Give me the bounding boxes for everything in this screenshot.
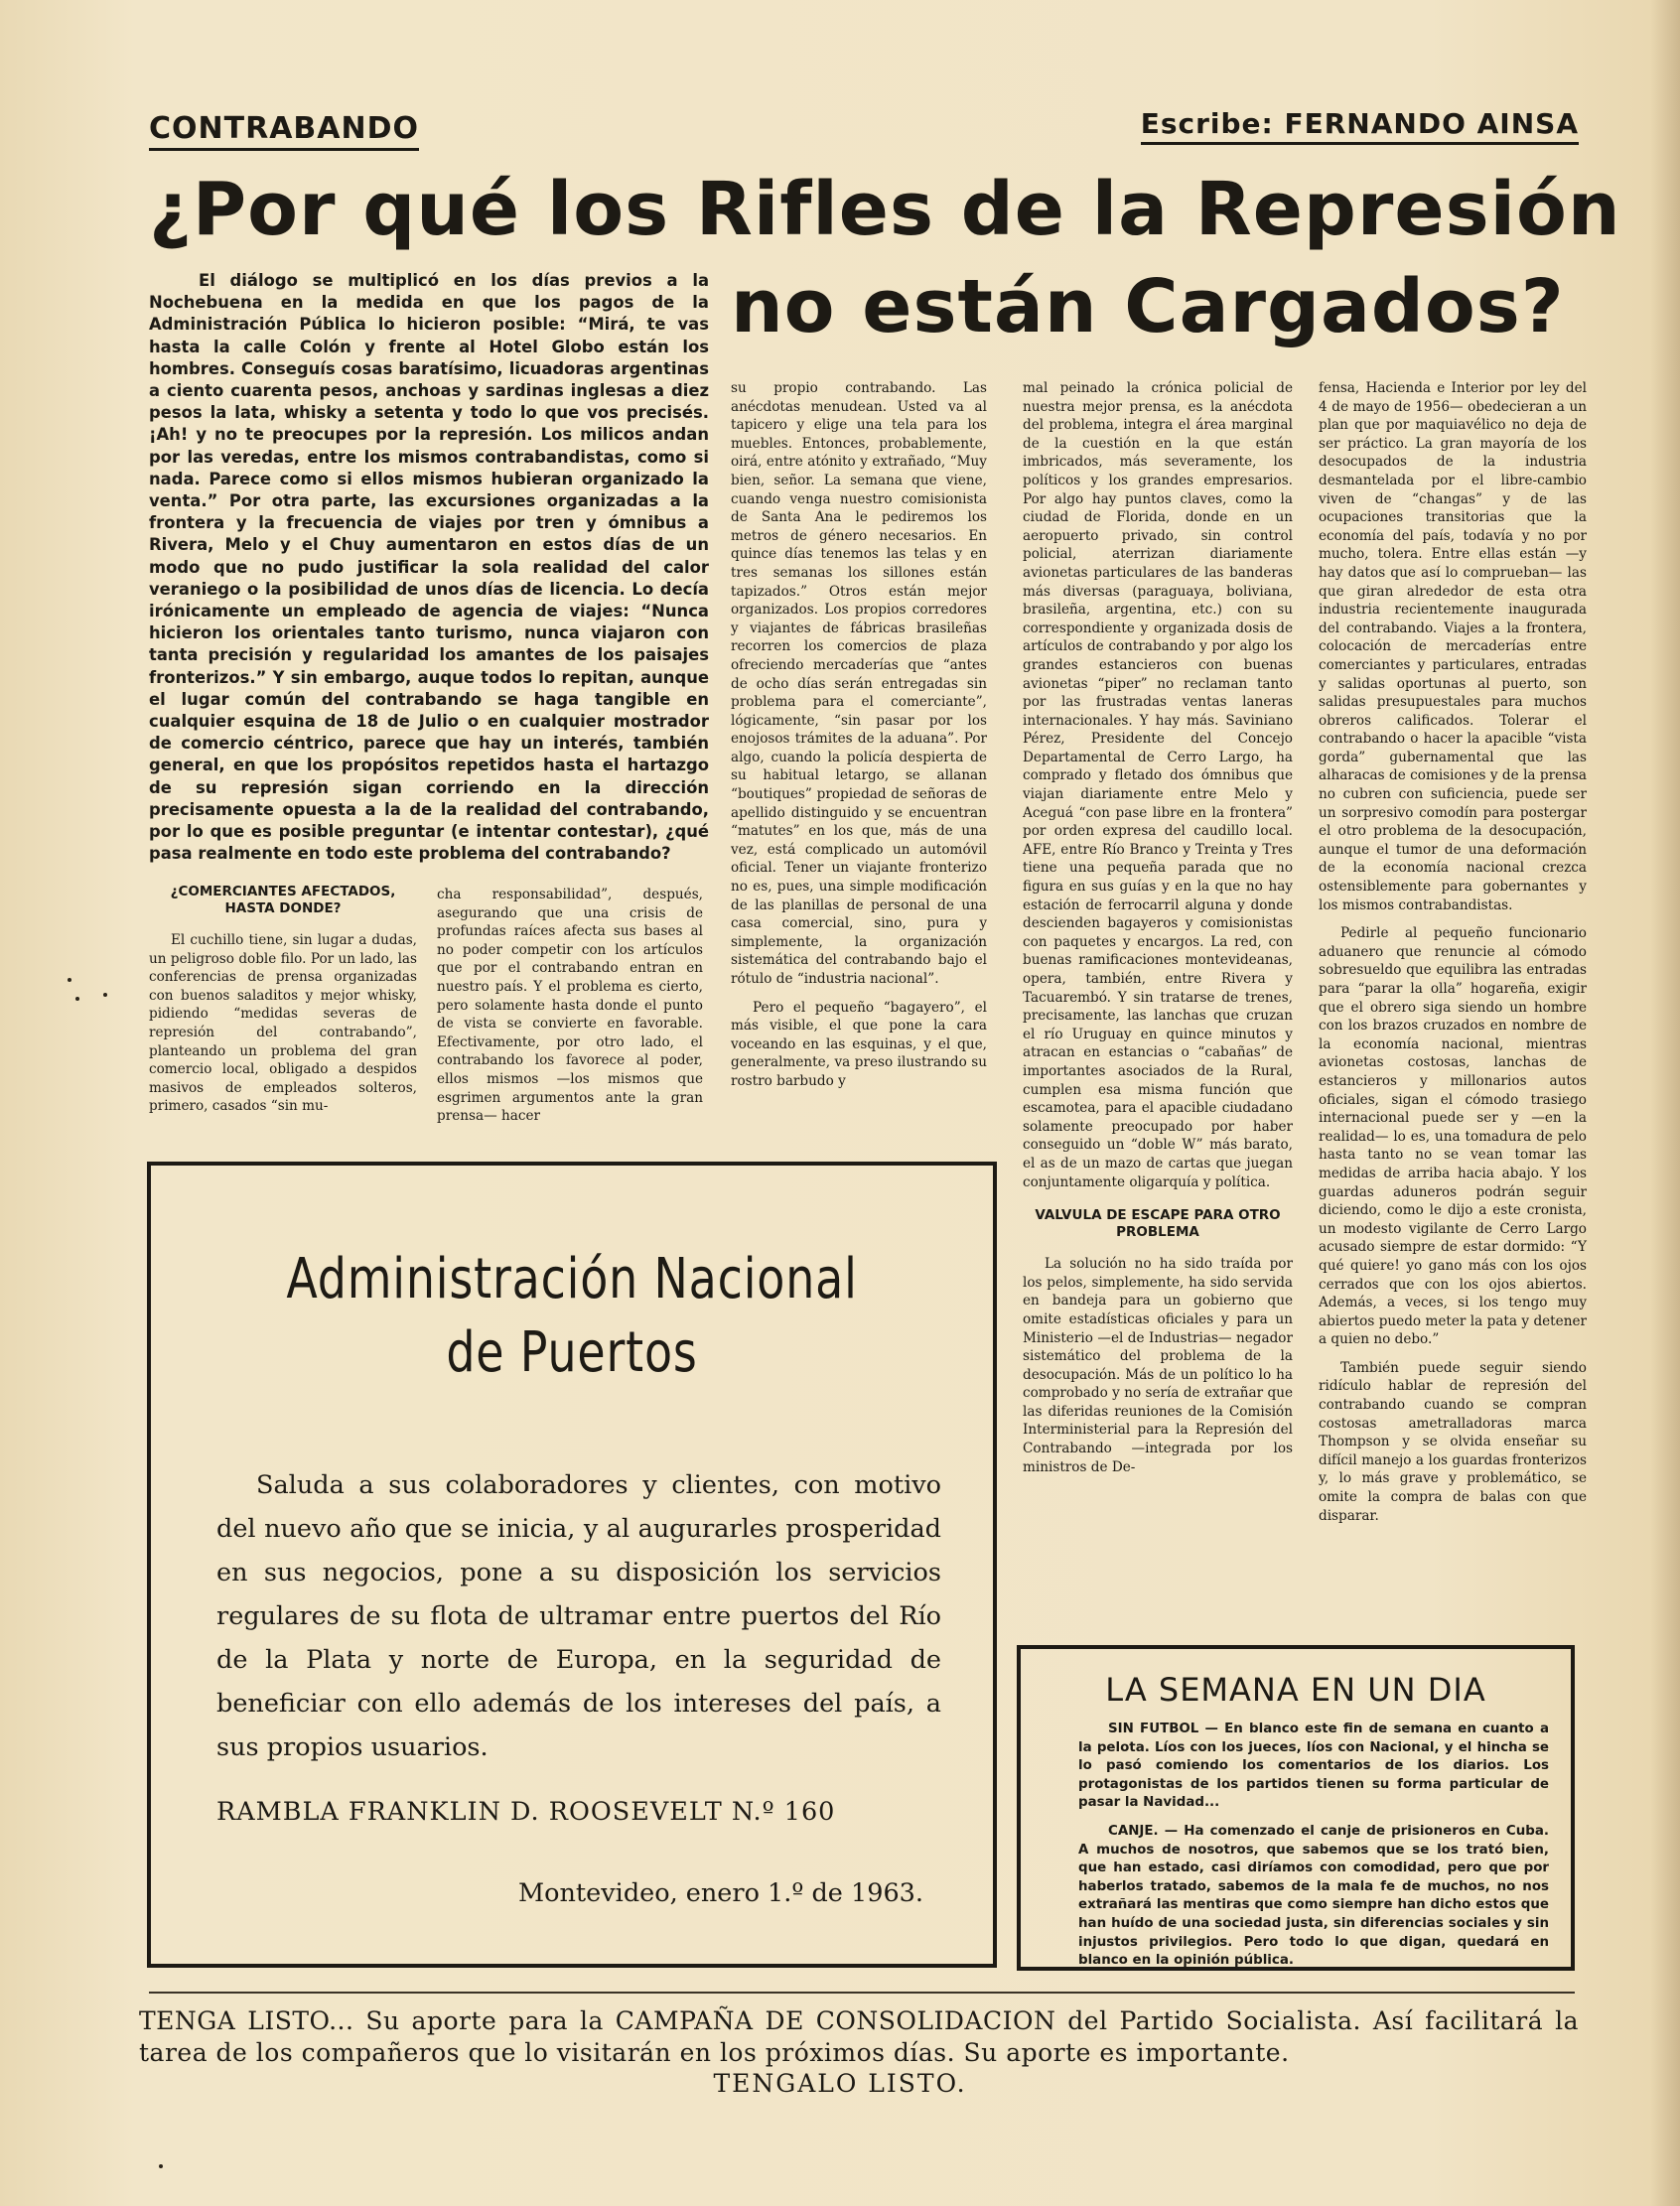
advertisement-box <box>147 1162 997 1968</box>
paragraph: su propio contrabando. Las anécdotas menudean. Usted va al tapicero y elige una tela para los muebles. Entonces, probablemente, oirá, entre atónito y extrañado, “Muy bien, señor. La semana que viene, cuando venga nuestro comisionista de Santa Ana le pediremos los metros de género necesarios. En quince días tenemos las telas y en tres semanas los sillones están tapizados.” Otros están mejor organizados. Los propios corredores y viajantes de fábricas brasileñas recorren los comercios de plaza ofreciendo mercaderías que “antes de ocho días serán entregadas sin problema para el comerciante”, lógicamente, “sin pasar por los enojosos trámites de la aduana”. Por algo, cuando la policía despierta de su habitual letargo, se allanan “boutiques” propiedad de señoras de apellido distinguido y se encuentran “matutes” en los que, más de una vez, está complicado un automóvil oficial. Tener un viajante fronterizo no es, pues, una simple modificación de las planillas de personal de una casa comercial, sino, pura y simplemente, la organización sistemática del contrabando bajo el rótulo de “industria nacional”. <box>731 380 987 987</box>
paragraph: También puede seguir siendo ridículo hablar de represión del contrabando cuando se compran costosas ametralladoras marca Thompson y se olvida enseñar su difícil manejo a los guardas fronterizos y, lo más grave y problemático, se omite la compra de balas con que disparar. <box>1319 1359 1587 1524</box>
semana-text <box>1078 1721 1549 1971</box>
ink-speck <box>68 978 71 982</box>
subhead-valvula: VALVULA DE ESCAPE PARA OTRO PROBLEMA <box>1035 1207 1281 1241</box>
paragraph: mal peinado la crónica policial de nuestra mejor prensa, es la anécdota del problema, integra el área marginal de la cuestión en la que están imbricados, más severamente, los políticos y los grandes empresarios. Por algo hay puntos claves, como la ciudad de Florida, donde en un aeropuerto privado, sin control policial, aterrizan diariamente avionetas particulares de las banderas más diversas (paraguaya, boliviana, brasileña, argentina, etc.) con su correspondiente y organizada dosis de artículos de contrabando y por algo los grandes estancieros con buenas avionetas “piper” no reclaman tanto por las frustradas ventas laneras internacionales. Y hay más. Saviniano Pérez, Presidente del Concejo Departamental de Cerro Largo, ha comprado y fletado dos ómnibus que viajan diariamente entre Melo y Aceguá “con pase libre en la frontera” por orden expresa del caudillo local. AFE, entre Río Branco y Treinta y Tres tiene una pequeña parada que no figura en sus guías y en la que no hay estación de ferrocarril alguna y donde descienden bagayeros y comisionistas con paquetes y encargos. La red, con buenas ramificaciones montevideanas, opera, también, entre Rivera y Tacuarembó. Y sin tratarse de trenes, precisamente, las lanchas que cruzan el río Uruguay en quince minutos y atracan en estancias o “cabañas” de importantes asociados de la Rural, cumplen esa misma función que escamotea, para el apacible ciudadano solamente preocupado por haber conseguido un “doble W” más barato, el as de un mazo de cartas que juegan conjuntamente oligarquía y política. <box>1023 380 1293 1190</box>
ad-title-line-2: de Puertos <box>446 1320 698 1385</box>
ad-date: Montevideo, enero 1.º de 1963. <box>518 1878 923 1908</box>
ad-address: RAMBLA FRANKLIN D. ROOSEVELT N.º 160 <box>216 1797 836 1827</box>
ad-body: Saluda a sus colaboradores y clientes, con motivo del nuevo año que se inicia, y al augurarles prosperidad en sus negocios, pone a su disposición los servicios regulares de su flota de ultramar entre puertos del Río de la Plata y norte de Europa, en la seguridad de beneficiar con ello además de los intereses del país, a sus propios usuarios. <box>216 1470 941 1762</box>
headline-line-1: ¿Por qué los Rifles de la Represión <box>149 167 1621 252</box>
ink-speck <box>75 997 79 1001</box>
ink-speck <box>103 993 107 997</box>
paragraph: El cuchillo tiene, sin lugar a dudas, un peligroso doble filo. Por un lado, las conferencias de prensa organizadas con buenos saladitos y mejor whisky, pidiendo “medidas severas de represión del contrabando”, planteando un problema del gran comercio local, obligado a despidos masivos de empleados solteros, primero, casados “sin mu- <box>149 932 417 1115</box>
semana-item: SIN FUTBOL — En blanco este fin de semana en cuanto a la pelota. Líos con los jueces, líos con Nacional, y el hincha se lo pasó comiendo los comentarios de los diarios. Los protagonistas de los partidos tienen su forma particular de pasar la Navidad... <box>1078 1722 1549 1811</box>
article-column-5 <box>1319 379 1587 1525</box>
footer-notice: TENGA LISTO... Su aporte para la CAMPAÑA DE CONSOLIDACION del Partido Socialista. Así facilitará la tarea de los compañeros que lo visitarán en los próximos días. Su aporte es importante. <box>139 2006 1579 2067</box>
ink-speck <box>159 2164 163 2168</box>
byline: Escribe: FERNANDO AINSA <box>1141 107 1579 145</box>
article-column-2 <box>437 886 703 1126</box>
headline-line-2: no están Cargados? <box>731 264 1565 349</box>
semana-box <box>1017 1645 1575 1971</box>
paragraph: fensa, Hacienda e Interior por ley del 4 de mayo de 1956— obedecieran a un plan que por maquiavélico no deja de ser práctico. La gran mayoría de los desocupados de la industria desmantelada por el libre-cambio viven de “changas” y de las ocupaciones transitorias que la economía del país, todavía y no por mucho, tolera. Entre ellas están —y hay datos que así lo comprueban— las que giran alrededor de esta otra industria recientemente inaugurada del contrabando. Viajes a la frontera, colocación de mercaderías entre comerciantes y particulares, entradas y salidas oportunas al puerto, son salidas presupuestales para muchos obreros calificados. Tolerar el contrabando o hacer la apacible “vista gorda” gubernamental que las alharacas de comisiones y de la prensa no cubren con suficiencia, puede ser un sorpresivo comodín para postergar el otro problema de la desocupación, aunque el tumor de una deformación de la economía nacional crezca ostensiblemente para gobernantes y los mismos contrabandistas. <box>1319 380 1587 913</box>
semana-item: CANJE. — Ha comenzado el canje de prisioneros en Cuba. A muchos de nosotros, que sabemos que se los trató bien, que han estado, casi diríamos con comodidad, pero que por haberlos tratado, sabemos de la mala fe de muchos, no nos extrañará las mentiras que como siempre han dicho estos que han huído de una sociedad justa, sin diferencias sociales y sin injustos privilegios. Pero todo lo que digan, quedará en blanco en la opinión pública. <box>1078 1823 1549 1969</box>
article-column-1 <box>149 880 417 1116</box>
section-kicker: CONTRABANDO <box>149 111 419 151</box>
ad-title <box>226 1243 916 1390</box>
footer-closing: TENGALO LISTO. <box>713 2069 967 2098</box>
paragraph: cha responsabilidad”, después, asegurando que una crisis de profundas raíces afecta sus bases al no poder competir con los artículos que por el contrabando entran en nuestro país. Y el problema es cierto, pero solamente hasta donde el punto de vista se convierte en favorable. Efectivamente, por otro lado, el contrabando los favorece al poder, ellos mismos —los mismos que esgrimen argumentos ante la gran prensa— hacer <box>437 887 703 1125</box>
article-column-3 <box>731 379 987 1091</box>
semana-title: LA SEMANA EN UN DIA <box>1105 1671 1486 1709</box>
paragraph: Pedirle al pequeño funcionario aduanero que renuncie al cómodo sobresueldo que equilibra las entradas para “parar la olla” hogareña, exigir que el obrero siga siendo un hombre con los brazos cruzados en nombre de la economía nacional, mientras avionetas costosas, lanchas de estancieros y millonarios autos oficiales, sigan el cómodo trasiego internacional puede ser y —en la realidad— lo es, una tomadura de pelo hasta tanto no se vean tomar las medidas de arriba hacia abajo. Y los guardas aduneros podrán seguir diciendo, como le dijo a este cronista, un modesto vigilante de Cerro Largo acusado siempre de estar dormido: “Y qué quiere! yo gano más con los ojos cerrados que con los ojos abiertos. Además, a veces, si los tengo muy abiertos puedo meter la pata y detener a quien no debo.” <box>1319 925 1587 1348</box>
paragraph: La solución no ha sido traída por los pelos, simplemente, ha sido servida en bandeja para un gobierno que omite estadísticas oficiales y para un Ministerio —el de Industrias— negador sistemático del problema de la desocupación. Más de un político lo ha comprobado y no sería de extrañar que las diferidas reuniones de la Comisión Interministerial para la Represión del Contrabando —integrada por los ministros de De- <box>1023 1256 1293 1475</box>
page-edge-shadow <box>1650 0 1680 2206</box>
footer-divider <box>149 1992 1575 1994</box>
ad-title-line-1: Administración Nacional <box>286 1247 858 1311</box>
article-column-4 <box>1023 379 1293 1476</box>
subhead-comerciantes: ¿COMERCIANTES AFECTADOS, HASTA DONDE? <box>170 884 396 916</box>
lead-paragraph: El diálogo se multiplicó en los días previos a la Nochebuena en la medida en que los pagos de la Administración Pública lo hicieron posible: “Mirá, te vas hasta la calle Colón y frente al Hotel Globo están los hombres. Conseguís cosas baratísimo, licuadoras argentinas a ciento cuarenta pesos, anchoas y sardinas inglesas a diez pesos la lata, whisky a setenta y todo lo que vos precisés. ¡Ah! y no te preocupes por la represión. Los milicos andan por las veredas, entre los mismos contrabandistas, como si nada. Parece como si ellos mismos hubieran organizado la venta.” Por otra parte, las excursiones organizadas a la frontera y la frecuencia de viajes por tren y ómnibus a Rivera, Melo y el Chuy aumentaron en estos días de un modo que no pudo justificar la sola realidad del calor veraniego o la posibilidad de unos días de licencia. Lo decía irónicamente un empleado de agencia de viajes: “Nunca hicieron los orientales tanto turismo, nunca viajaron con tanta precisión y regularidad los amantes de los paisajes fronterizos.” Y sin embargo, auque todos lo repitan, aunque el lugar común del contrabando se haga tangible en cualquier esquina de 18 de Julio o en cualquier mostrador de comercio céntrico, parece que hay un interés, también general, en que los propósitos repetidos hasta el hartazgo de su represión sigan corriendo en la dirección precisamente opuesta a la de la realidad del contrabando, por lo que es posible preguntar (e intentar contestar), ¿qué pasa realmente en todo este problema del contrabando? <box>149 271 709 864</box>
paragraph: Pero el pequeño “bagayero”, el más visible, el que pone la cara voceando en las esquinas, y el que, generalmente, va preso ilustrando su rostro barbudo y <box>731 999 987 1089</box>
